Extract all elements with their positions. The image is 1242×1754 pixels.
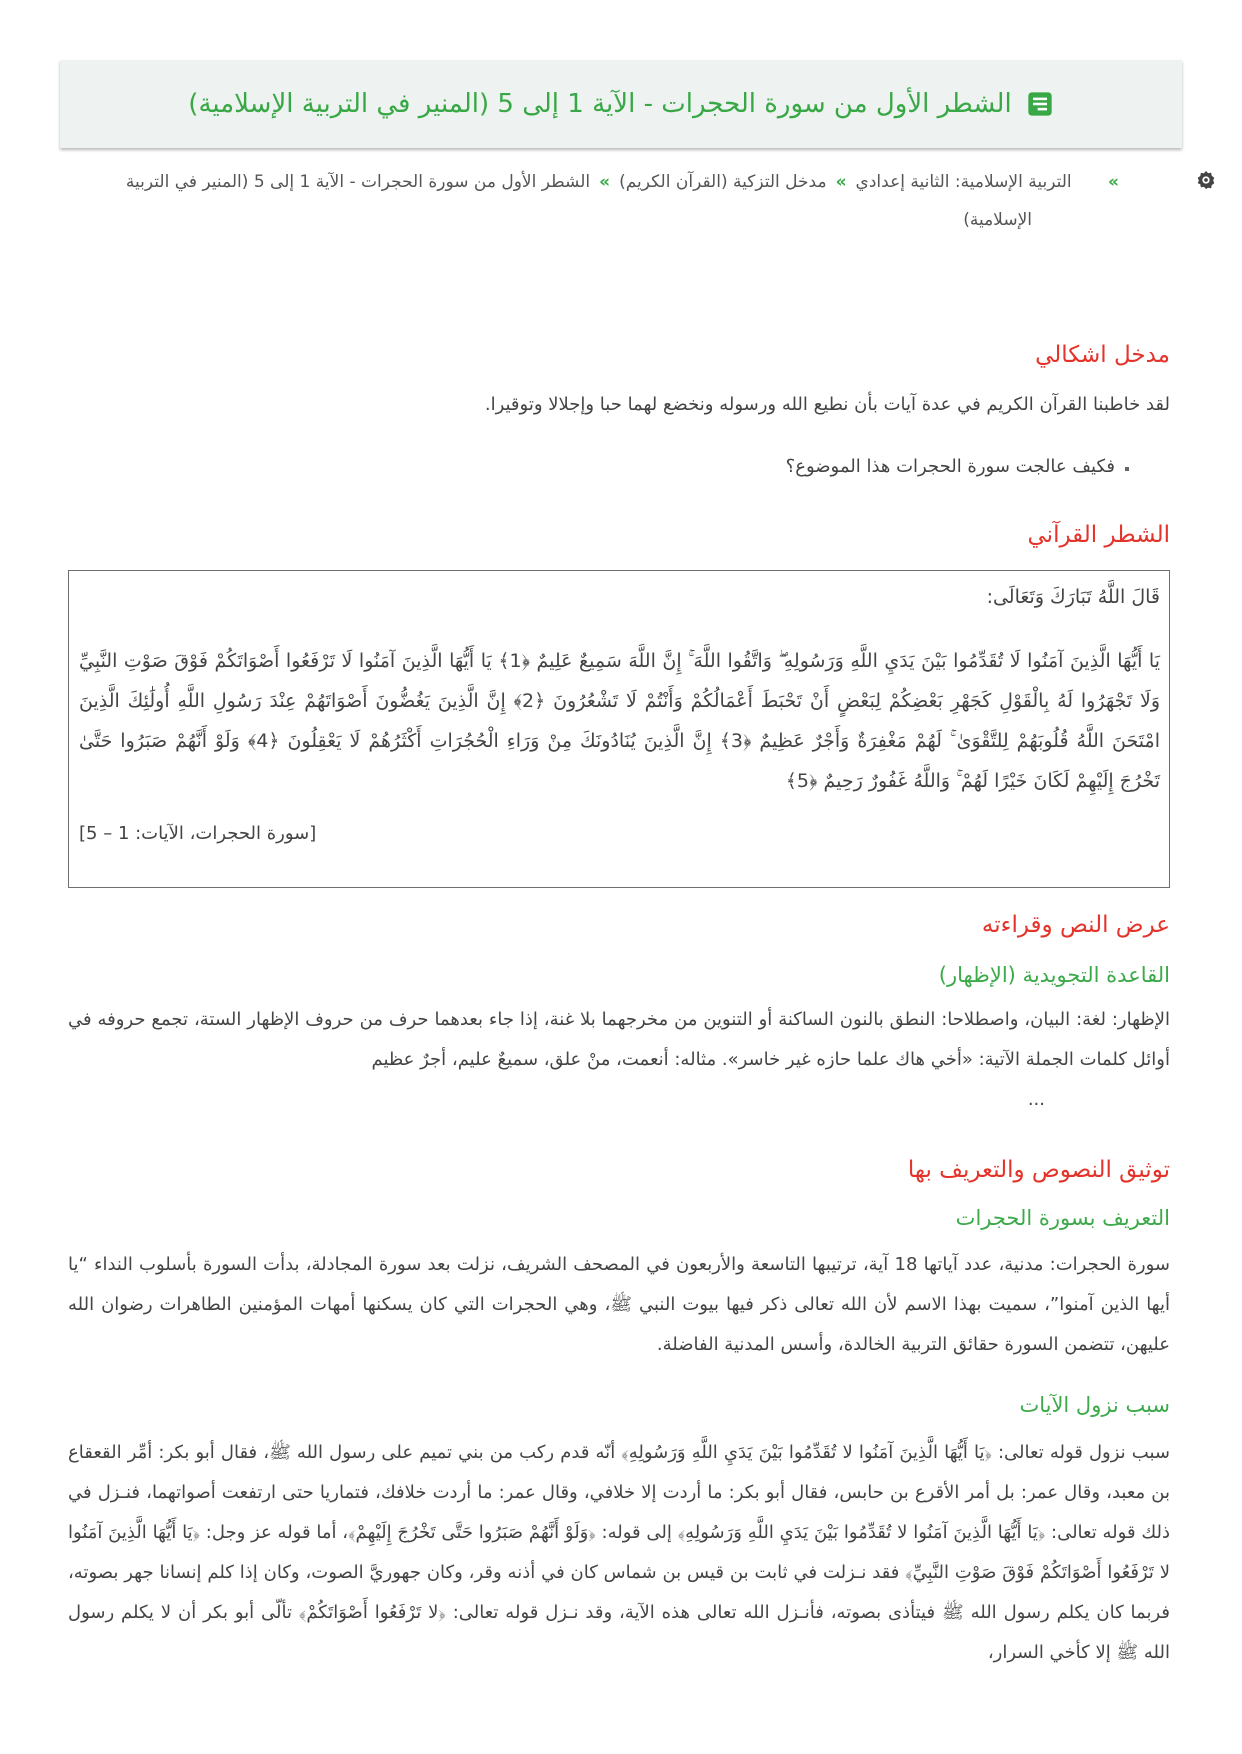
breadcrumb-item-category[interactable]: التربية الإسلامية: الثانية إعدادي — [855, 172, 1072, 192]
section-heading-reading: عرض النص وقراءته — [981, 912, 1170, 938]
quran-box — [68, 570, 1170, 888]
intro-text: لقد خاطبنا القرآن الكريم في عدة آيات بأن نطيع الله ورسوله ونخضع لهما حبا وإجلالا وتوقيرا. — [484, 394, 1170, 415]
quran-opening: قَالَ اللَّهُ تَبَارَكَ وَتَعَالَى: — [986, 586, 1160, 608]
breadcrumb-item-unit[interactable]: مدخل التزكية (القرآن الكريم) — [619, 172, 827, 192]
subheading-surah-intro: التعريف بسورة الحجرات — [955, 1206, 1170, 1230]
breadcrumb-separator: » — [1108, 172, 1119, 192]
document-icon — [1026, 90, 1054, 118]
section-heading-quran: الشطر القرآني — [1027, 522, 1170, 548]
question-item: ▪ فكيف عالجت سورة الحجرات هذا الموضوع؟ — [68, 447, 1115, 487]
subheading-revelation-cause: سبب نزول الآيات — [1019, 1393, 1170, 1417]
breadcrumb-separator: » — [599, 172, 611, 192]
subheading-tajweed: القاعدة التجويدية (الإظهار) — [938, 963, 1170, 987]
section-heading-intro: مدخل اشكالي — [1035, 342, 1170, 368]
main-content — [68, 337, 1170, 1673]
quran-citation: [سورة الحجرات، الآيات: 1 – 5] — [79, 823, 317, 844]
breadcrumb-home[interactable] — [1128, 172, 1150, 192]
section-heading-documentation: توثيق النصوص والتعريف بها — [907, 1157, 1170, 1183]
tajweed-ellipsis: ... — [1027, 1089, 1045, 1110]
revelation-cause-text: سبب نزول قوله تعالى: ﴿يَا أَيُّهَا الَّذِينَ آمَنُوا لا تُقَدِّمُوا بَيْنَ يَدَيِ اللَّهِ وَرَسُولِهِ﴾ أنّه قدم ركب من بني تميم على رسول الله ﷺ، فقال أبو بكر: أمِّر القعقاع بن معبد، وقال عمر: بل أمر الأقرع بن حابس، فقال أبو بكر: ما أردت إلا خلافي، وقال عمر: ما أردت خلافك، فتماريا حتى ارتفعت أصواتهما، فنـزل في ذلك قوله تعالى: ﴿يَا أَيُّهَا الَّذِينَ آمَنُوا لا تُقَدِّمُوا بَيْنَ يَدَيِ اللَّهِ وَرَسُولِهِ﴾ إلى قوله: ﴿وَلَوْ أَنَّهُمْ صَبَرُوا حَتَّى تَخْرُجَ إِلَيْهِمْ﴾، أما قوله عز وجل: ﴿يَا أَيُّهَا الَّذِينَ آمَنُوا لا تَرْفَعُوا أَصْوَاتَكُمْ فَوْقَ صَوْتِ النَّبِيِّ﴾ فقد نـزلت في ثابت بن قيس بن شماس كان في أذنه وقر، وكان جهوريَّ الصوت، وكان إذا كلم إنسانا جهر بصوته، فربما كان يكلم رسول الله ﷺ فيتأذى بصوته، فأنـزل الله تعالى هذه الآية، وقد نـزل قوله تعالى: ﴿لا تَرْفَعُوا أَصْوَاتَكُمْ﴾ تألّى أبو بكر أن لا يكلم رسول الله ﷺ إلا كأخي السرار، — [68, 1442, 1170, 1663]
page-header — [60, 60, 1182, 148]
quran-verses: يَا أَيُّهَا الَّذِينَ آمَنُوا لَا تُقَدِّمُوا بَيْنَ يَدَيِ اللَّهِ وَرَسُولِهِ ۖ وَاتَّقُوا اللَّهَ ۚ إِنَّ اللَّهَ سَمِيعٌ عَلِيمٌ ﴿1﴾ يَا أَيُّهَا الَّذِينَ آمَنُوا لَا تَرْفَعُوا أَصْوَاتَكُمْ فَوْقَ صَوْتِ النَّبِيِّ وَلَا تَجْهَرُوا لَهُ بِالْقَوْلِ كَجَهْرِ بَعْضِكُمْ لِبَعْضٍ أَنْ تَحْبَطَ أَعْمَالُكُمْ وَأَنْتُمْ لَا تَشْعُرُونَ ﴿2﴾ إِنَّ الَّذِينَ يَغُضُّونَ أَصْوَاتَهُمْ عِنْدَ رَسُولِ اللَّهِ أُولَٰئِكَ الَّذِينَ امْتَحَنَ اللَّهُ قُلُوبَهُمْ لِلتَّقْوَىٰ ۚ لَهُمْ مَغْفِرَةٌ وَأَجْرٌ عَظِيمٌ ﴿3﴾ إِنَّ الَّذِينَ يُنَادُونَكَ مِنْ وَرَاءِ الْحُجُرَاتِ أَكْثَرُهُمْ لَا يَعْقِلُونَ ﴿4﴾ وَلَوْ أَنَّهُمْ صَبَرُوا حَتَّىٰ تَخْرُجَ إِلَيْهِمْ لَكَانَ خَيْرًا لَهُمْ ۚ وَاللَّهُ غَفُورٌ رَحِيمٌ ﴿5﴾ — [79, 650, 1161, 792]
tajweed-text: الإظهار: لغة: البيان، واصطلاحا: النطق بالنون الساكنة أو التنوين من مخرجهما بلا غنة، إذا جاء بعدهما حرف من حروف الإظهار الستة، تجمع حروفه في أوائل كلمات الجملة الآتية: «أخي هاك علما حازه غير خاسر». مثاله: أنعمت، منْ علق، سميعٌ عليم، أجرٌ عظيم — [68, 1009, 1170, 1070]
breadcrumb-item-current: الشطر الأول من سورة الحجرات - الآية 1 إلى 5 (المنير في التربية الإسلامية) — [125, 172, 1032, 230]
breadcrumb-separator: » — [835, 172, 847, 192]
page-title: الشطر الأول من سورة الحجرات - الآية 1 إلى 5 (المنير في التربية الإسلامية) — [188, 89, 1012, 119]
surah-intro-text: سورة الحجرات: مدنية، عدد آياتها 18 آية، ترتيبها التاسعة والأربعون في المصحف الشريف، نزلت بعد سورة المجادلة، بدأت السورة بأسلوب النداء “يا أيها الذين آمنوا”، سميت بهذا الاسم لأن الله تعالى ذكر فيها بيوت النبي ﷺ، وهي الحجرات التي كان يسكنها أمهات المؤمنين الطاهرات رضوان الله عليهن، تتضمن السورة حقائق التربية الخالدة، وأسس المدنية الفاضلة. — [68, 1254, 1170, 1355]
breadcrumb — [118, 163, 1150, 239]
gear-icon — [1077, 167, 1099, 189]
question-list — [68, 447, 1170, 487]
home-icon[interactable] — [1128, 167, 1150, 189]
